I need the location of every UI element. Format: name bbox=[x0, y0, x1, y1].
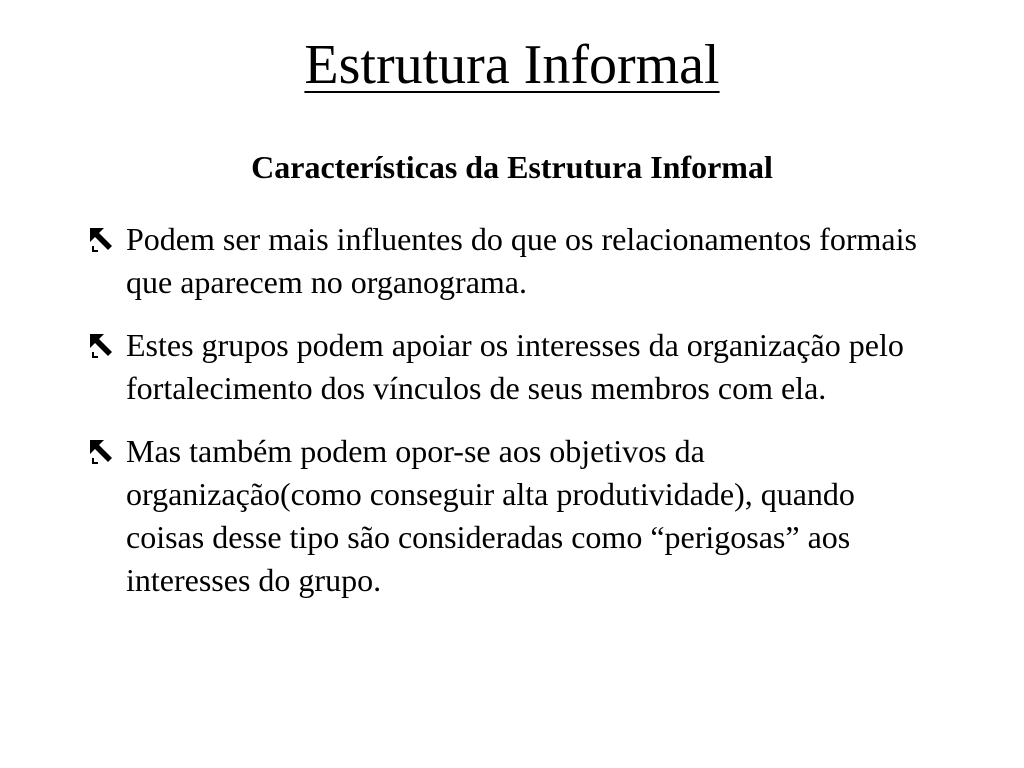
bullet-item bbox=[88, 324, 938, 410]
bullet-item bbox=[88, 218, 938, 304]
bullet-text: Estes grupos podem apoiar os interesses da organização pelo fortalecimento dos vínculos de seus membros com ela. bbox=[126, 327, 904, 406]
bullet-list bbox=[88, 218, 938, 622]
slide-title: Estrutura Informal bbox=[304, 34, 720, 96]
arrow-up-left-icon bbox=[88, 226, 116, 254]
bullet-text: Podem ser mais influentes do que os relacionamentos formais que aparecem no organograma. bbox=[126, 221, 917, 300]
bullet-item bbox=[88, 430, 938, 602]
arrow-up-left-icon bbox=[88, 438, 116, 466]
arrow-up-left-icon bbox=[88, 332, 116, 360]
bullet-text: Mas também podem opor-se aos objetivos da organização(como conseguir alta produtividade), quando coisas desse tipo são consideradas como “perigosas” aos interesses do grupo. bbox=[126, 433, 855, 598]
slide-subtitle: Características da Estrutura Informal bbox=[251, 149, 773, 185]
